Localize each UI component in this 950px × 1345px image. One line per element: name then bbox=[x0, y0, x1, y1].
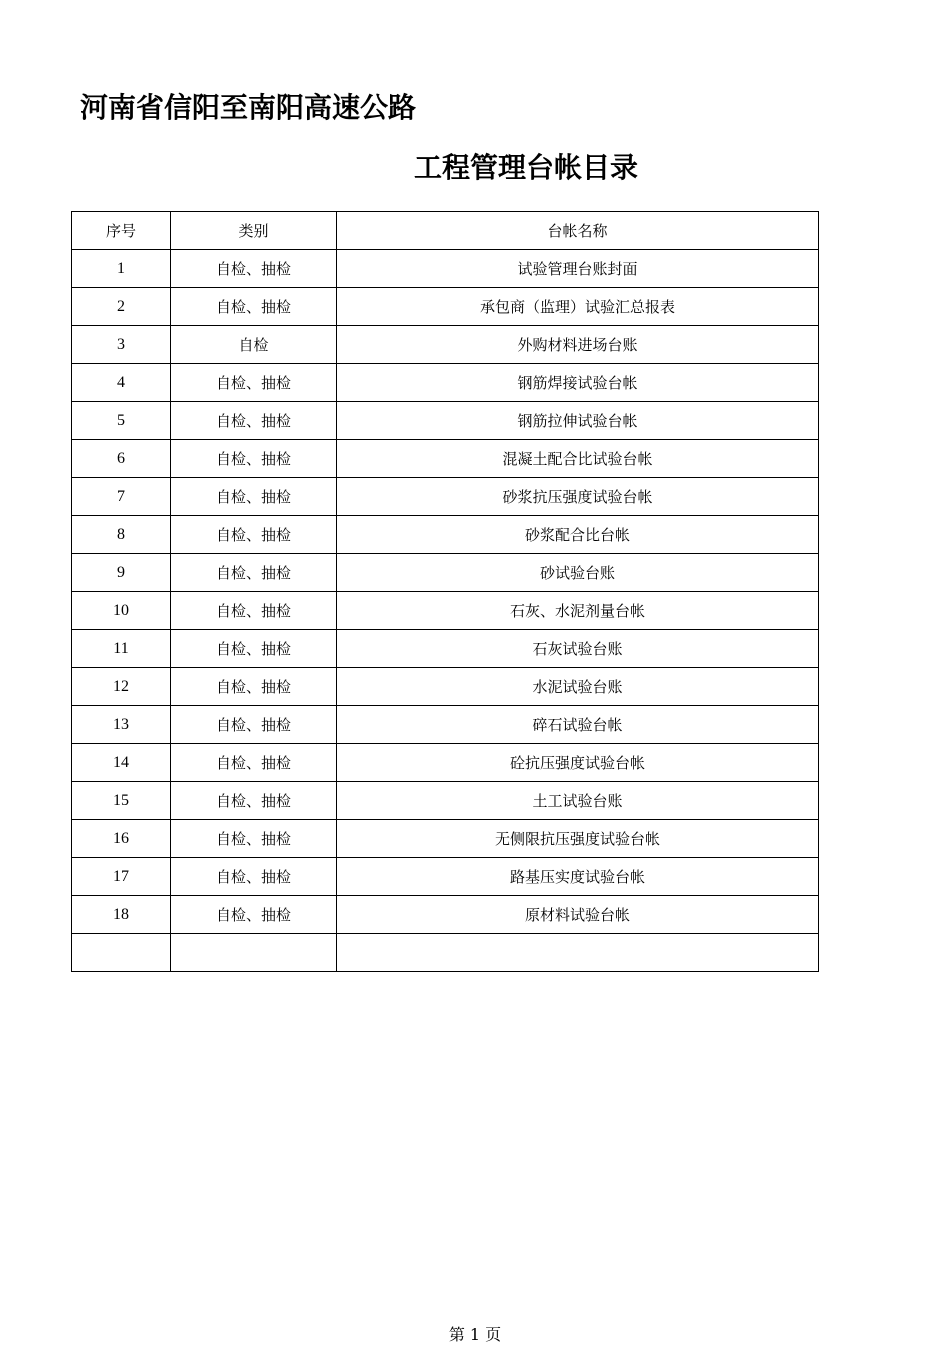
cell-number: 1 bbox=[72, 250, 171, 288]
cell-ledger-name: 碎石试验台帐 bbox=[337, 706, 819, 744]
table-row bbox=[72, 706, 819, 744]
table-row bbox=[72, 440, 819, 478]
cell-category: 自检、抽检 bbox=[171, 744, 337, 782]
cell-category: 自检、抽检 bbox=[171, 554, 337, 592]
table-row bbox=[72, 478, 819, 516]
cell-category: 自检、抽检 bbox=[171, 820, 337, 858]
cell-ledger-name: 钢筋拉伸试验台帐 bbox=[337, 402, 819, 440]
cell-number: 6 bbox=[72, 440, 171, 478]
cell-ledger-name: 砼抗压强度试验台帐 bbox=[337, 744, 819, 782]
cell-ledger-name: 路基压实度试验台帐 bbox=[337, 858, 819, 896]
cell-ledger-name: 土工试验台账 bbox=[337, 782, 819, 820]
document-title: 河南省信阳至南阳高速公路 bbox=[80, 91, 417, 124]
cell-number: 18 bbox=[72, 896, 171, 934]
cell-number: 10 bbox=[72, 592, 171, 630]
table-row bbox=[72, 820, 819, 858]
cell-ledger-name: 水泥试验台账 bbox=[337, 668, 819, 706]
cell-category: 自检、抽检 bbox=[171, 288, 337, 326]
column-header-category: 类别 bbox=[171, 212, 337, 250]
cell-number bbox=[72, 934, 171, 972]
cell-ledger-name: 外购材料进场台账 bbox=[337, 326, 819, 364]
cell-category: 自检、抽检 bbox=[171, 706, 337, 744]
table-row bbox=[72, 288, 819, 326]
table-row bbox=[72, 744, 819, 782]
cell-category: 自检、抽检 bbox=[171, 250, 337, 288]
table-row bbox=[72, 516, 819, 554]
cell-number: 2 bbox=[72, 288, 171, 326]
cell-number: 4 bbox=[72, 364, 171, 402]
table-row bbox=[72, 554, 819, 592]
table-row bbox=[72, 934, 819, 972]
cell-category: 自检、抽检 bbox=[171, 364, 337, 402]
cell-number: 17 bbox=[72, 858, 171, 896]
ledger-index-table bbox=[71, 211, 819, 972]
cell-number: 15 bbox=[72, 782, 171, 820]
cell-ledger-name: 砂浆抗压强度试验台帐 bbox=[337, 478, 819, 516]
table-row bbox=[72, 896, 819, 934]
cell-category: 自检、抽检 bbox=[171, 478, 337, 516]
cell-ledger-name: 石灰试验台账 bbox=[337, 630, 819, 668]
cell-ledger-name: 砂试验台账 bbox=[337, 554, 819, 592]
table-row bbox=[72, 668, 819, 706]
column-header-ledger-name: 台帐名称 bbox=[337, 212, 819, 250]
cell-number: 12 bbox=[72, 668, 171, 706]
cell-category: 自检 bbox=[171, 326, 337, 364]
cell-ledger-name: 钢筋焊接试验台帐 bbox=[337, 364, 819, 402]
cell-category: 自检、抽检 bbox=[171, 896, 337, 934]
cell-number: 7 bbox=[72, 478, 171, 516]
cell-category: 自检、抽检 bbox=[171, 402, 337, 440]
cell-number: 5 bbox=[72, 402, 171, 440]
cell-number: 3 bbox=[72, 326, 171, 364]
cell-category: 自检、抽检 bbox=[171, 782, 337, 820]
cell-category: 自检、抽检 bbox=[171, 516, 337, 554]
cell-number: 11 bbox=[72, 630, 171, 668]
cell-ledger-name bbox=[337, 934, 819, 972]
document-subtitle: 工程管理台帐目录 bbox=[414, 151, 639, 184]
cell-ledger-name: 原材料试验台帐 bbox=[337, 896, 819, 934]
cell-category: 自检、抽检 bbox=[171, 668, 337, 706]
cell-ledger-name: 混凝土配合比试验台帐 bbox=[337, 440, 819, 478]
table-row bbox=[72, 326, 819, 364]
cell-category: 自检、抽检 bbox=[171, 592, 337, 630]
table-row bbox=[72, 250, 819, 288]
cell-category: 自检、抽检 bbox=[171, 630, 337, 668]
cell-category: 自检、抽检 bbox=[171, 858, 337, 896]
table-row bbox=[72, 364, 819, 402]
cell-category bbox=[171, 934, 337, 972]
cell-ledger-name: 试验管理台账封面 bbox=[337, 250, 819, 288]
cell-category: 自检、抽检 bbox=[171, 440, 337, 478]
cell-number: 9 bbox=[72, 554, 171, 592]
table-row bbox=[72, 858, 819, 896]
page-number: 第 1 页 bbox=[448, 1325, 502, 1344]
table-row bbox=[72, 782, 819, 820]
cell-ledger-name: 无侧限抗压强度试验台帐 bbox=[337, 820, 819, 858]
table-body bbox=[72, 250, 819, 972]
cell-number: 8 bbox=[72, 516, 171, 554]
column-header-number: 序号 bbox=[72, 212, 171, 250]
cell-number: 16 bbox=[72, 820, 171, 858]
cell-number: 14 bbox=[72, 744, 171, 782]
table-row bbox=[72, 402, 819, 440]
cell-ledger-name: 承包商（监理）试验汇总报表 bbox=[337, 288, 819, 326]
table-header-row bbox=[72, 212, 819, 250]
cell-ledger-name: 砂浆配合比台帐 bbox=[337, 516, 819, 554]
cell-number: 13 bbox=[72, 706, 171, 744]
cell-ledger-name: 石灰、水泥剂量台帐 bbox=[337, 592, 819, 630]
table-row bbox=[72, 592, 819, 630]
table-row bbox=[72, 630, 819, 668]
